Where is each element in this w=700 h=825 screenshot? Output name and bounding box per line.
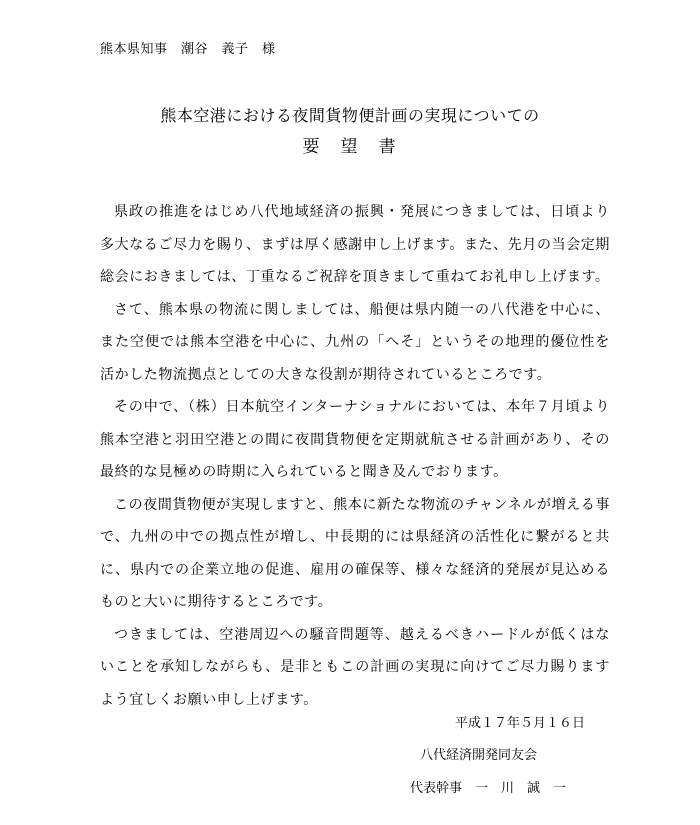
document-title: 熊本空港における夜間貨物便計画の実現についての — [160, 106, 540, 125]
letter-date: 平成１７年５月１６日 — [455, 716, 586, 731]
addressee: 熊本県知事 潮谷 義子 様 — [100, 42, 276, 57]
paragraph-benefits: この夜間貨物便が実現しますと、熊本に新たな物流のチャンネルが増える事で、九州の中での拠点性が増し、中長期的には県経済の活性化に繋がると共に、県内での企業立地の促進、雇用の確保等、様々な経済的発展が見込めるものと大いに期待するところです。 — [100, 496, 610, 610]
paragraph-greeting: 県政の推進をはじめ八代地域経済の振興・発展につきましては、日頃より多大なるご尽力を賜り、まずは厚く感謝申し上げます。また、先月の当会定期総会におきましては、丁重なるご祝辞を頂きまして重ねてお礼申し上げます。 — [100, 204, 610, 285]
paragraph-jal-plan: その中で、（株）日本航空インターナショナルにおいては、本年７月頃より熊本空港と羽田空港との間に夜間貨物便を定期就航させる計画があり、その最終的な見極めの時期に入られていると聞き及んでおります。 — [100, 399, 610, 480]
document-subtitle: 要 望 書 — [302, 137, 398, 157]
sender-representative: 代表幹事 一 川 誠 一 — [410, 781, 567, 796]
sender-organization: 八代経済開発同友会 — [420, 748, 538, 763]
paragraph-request: つきましては、空港周辺への騒音問題等、越えるべきハードルが低くはないことを承知しながらも、是非ともこの計画の実現に向けてご尽力賜りますよう宜しくお願い申し上げます。 — [100, 626, 610, 708]
letter-body — [100, 196, 610, 716]
paragraph-logistics: さて、熊本県の物流に関しましては、船便は県内随一の八代港を中心に、また空便では熊本空港を中心に、九州の「へそ」というその地理的優位性を活かした物流拠点としての大きな役割が期待されているところです。 — [100, 301, 610, 383]
